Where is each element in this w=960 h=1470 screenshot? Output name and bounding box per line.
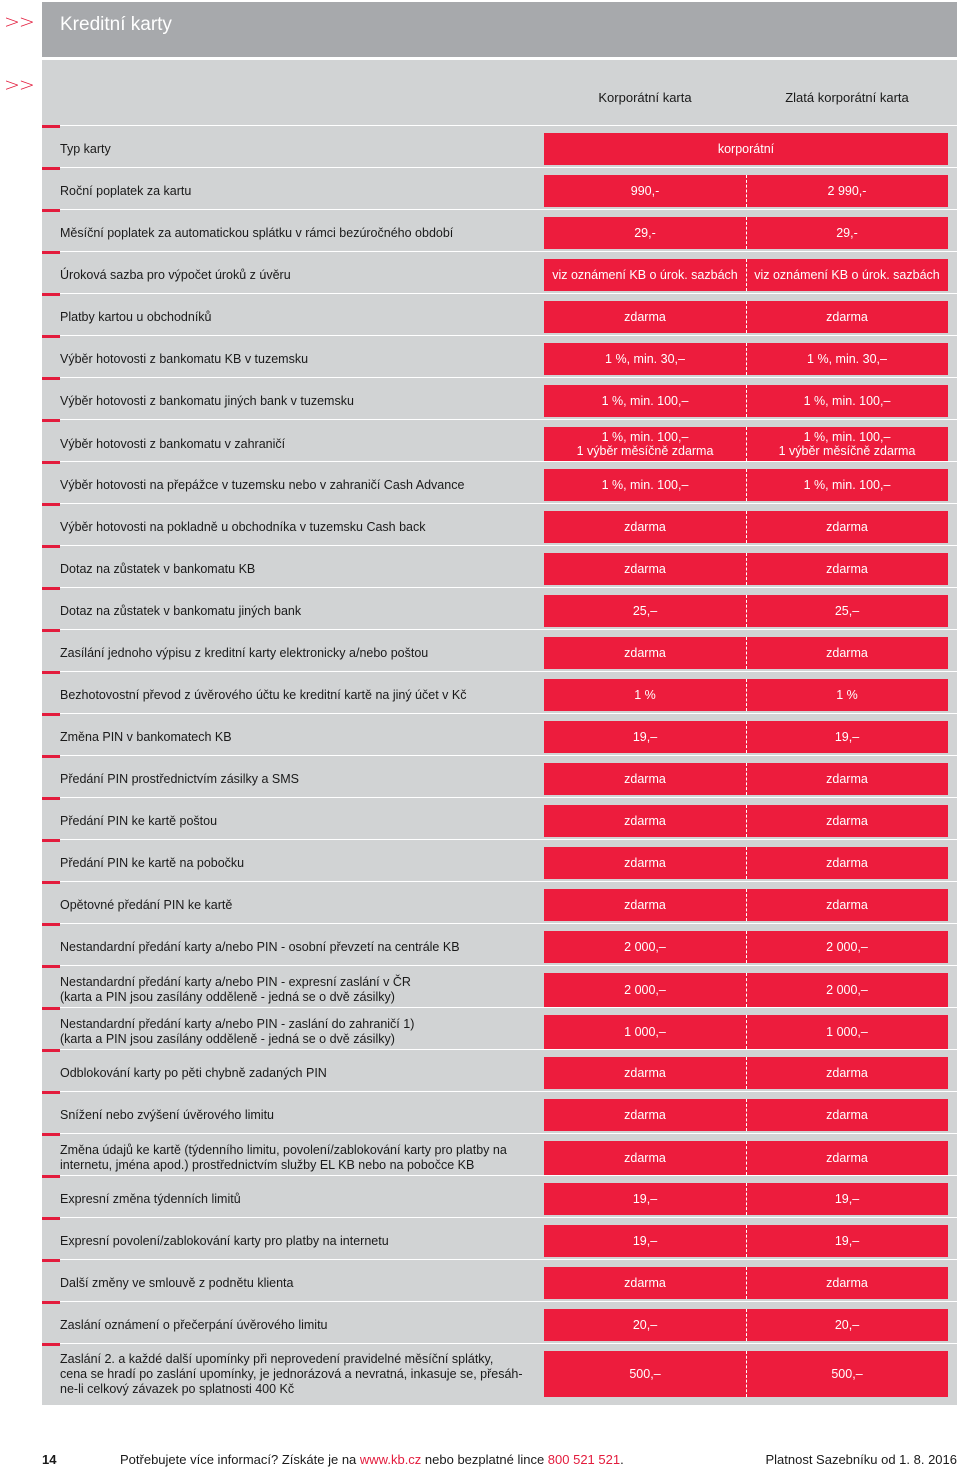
value-corporate	[544, 1225, 746, 1257]
text-line: 20,–	[834, 1318, 860, 1332]
row-divider	[60, 1175, 957, 1176]
text-line: (karta a PIN jsou zasílány odděleně - jedná se o dvě zásilky)	[60, 1032, 395, 1046]
row-accent	[42, 1217, 60, 1220]
text-line: Expresní změna týdenních limitů	[60, 1191, 241, 1206]
footer-text-end: .	[620, 1452, 624, 1467]
text-line: Dotaz na zůstatek v bankomatu jiných bank	[60, 603, 302, 618]
text-line: Typ karty	[60, 141, 111, 156]
row-divider	[60, 503, 957, 504]
table-row	[42, 1133, 957, 1175]
row-divider	[60, 293, 957, 294]
text-line: zdarma	[624, 1151, 666, 1165]
chevron-icon: >>	[4, 74, 34, 96]
row-accent	[42, 1049, 60, 1052]
row-divider	[60, 1091, 957, 1092]
value-corporate	[544, 343, 746, 375]
value-gold-corporate	[746, 1183, 948, 1215]
row-label	[60, 385, 540, 417]
value-corporate	[544, 1267, 746, 1299]
row-divider	[60, 713, 957, 714]
fee-table	[42, 60, 957, 1405]
text-line: korporátní	[717, 142, 775, 156]
page-number: 14	[42, 1452, 57, 1467]
value-gold-corporate	[746, 805, 948, 837]
text-line: 1 %	[836, 688, 858, 702]
text-line: 1 000,–	[826, 1025, 868, 1039]
table-row	[42, 965, 957, 1007]
text-line: Výběr hotovosti z bankomatu KB v tuzemsku	[60, 351, 309, 366]
value-gold-corporate	[746, 847, 948, 879]
row-divider	[60, 1133, 957, 1134]
row-label	[60, 1099, 540, 1131]
text-line: 19,–	[632, 730, 658, 744]
text-line: zdarma	[826, 814, 868, 828]
text-line: 1 %, min. 100,–	[601, 394, 689, 408]
table-row	[42, 671, 957, 711]
row-label	[60, 679, 540, 711]
row-divider	[60, 881, 957, 882]
text-line: 20,–	[632, 1318, 658, 1332]
value-gold-corporate	[746, 469, 948, 501]
row-accent	[42, 461, 60, 464]
row-accent	[42, 923, 60, 926]
row-accent	[42, 965, 60, 968]
value-corporate	[544, 553, 746, 585]
table-row	[42, 377, 957, 417]
value-corporate	[544, 1183, 746, 1215]
row-accent	[42, 293, 60, 296]
row-divider	[60, 839, 957, 840]
row-divider	[60, 209, 957, 210]
validity-date: Platnost Sazebníku od 1. 8. 2016	[765, 1452, 957, 1467]
table-row	[42, 1301, 957, 1341]
row-accent	[42, 587, 60, 590]
text-line: cena se hradí po zaslání upomínky, je jednorázová a nevratná, inkasuje se, přesáh-	[60, 1366, 523, 1381]
row-accent	[42, 209, 60, 212]
value-corporate	[544, 889, 746, 921]
row-accent	[42, 167, 60, 170]
table-row	[42, 125, 957, 165]
value-corporate	[544, 1309, 746, 1341]
table-row	[42, 1259, 957, 1299]
text-line: 500,–	[831, 1367, 863, 1381]
row-label	[60, 847, 540, 879]
value-corporate	[544, 847, 746, 879]
row-accent	[42, 1007, 60, 1010]
row-divider	[60, 461, 957, 462]
row-divider	[60, 335, 957, 336]
row-divider	[60, 125, 957, 126]
row-divider	[60, 1343, 957, 1344]
value-gold-corporate	[746, 1141, 948, 1175]
table-row	[42, 1007, 957, 1049]
page-title: Kreditní karty	[60, 14, 172, 35]
text-line: zdarma	[826, 898, 868, 912]
title-bar	[42, 2, 957, 57]
table-row	[42, 923, 957, 963]
text-line: 29,-	[836, 226, 858, 240]
row-divider	[60, 965, 957, 966]
text-line: Další změny ve smlouvě z podnětu klienta	[60, 1275, 294, 1290]
value-gold-corporate	[746, 1099, 948, 1131]
row-label	[60, 763, 540, 795]
row-label	[60, 637, 540, 669]
text-line: Změna údajů ke kartě (týdenního limitu, povolení/zablokování karty pro platby na	[60, 1143, 507, 1157]
text-line: ne-li celkový závazek po splatnosti 400 Kč	[60, 1381, 295, 1396]
text-line: 1 %, min. 30,–	[807, 352, 887, 366]
row-label	[60, 931, 540, 963]
text-line: zdarma	[826, 646, 868, 660]
row-accent	[42, 1343, 60, 1346]
row-divider	[60, 545, 957, 546]
text-line: zdarma	[624, 1276, 666, 1290]
row-label	[60, 973, 540, 1007]
text-line: 19,–	[834, 1234, 860, 1248]
value-gold-corporate	[746, 175, 948, 207]
value-gold-corporate	[746, 1225, 948, 1257]
text-line: 2 000,–	[624, 983, 666, 997]
text-line: zdarma	[826, 520, 868, 534]
table-row	[42, 629, 957, 669]
value-corporate	[544, 511, 746, 543]
text-line: 500,–	[629, 1367, 661, 1381]
table-row	[42, 1091, 957, 1131]
website-link[interactable]: www.kb.cz	[359, 1452, 422, 1467]
value-corporate	[544, 1351, 746, 1397]
text-line: zdarma	[826, 1276, 868, 1290]
text-line: zdarma	[624, 520, 666, 534]
row-label	[60, 1183, 540, 1215]
text-line: Výběr hotovosti z bankomatu jiných bank v tuzemsku	[60, 393, 354, 408]
text-line: 19,–	[834, 730, 860, 744]
row-divider	[60, 755, 957, 756]
row-divider	[60, 587, 957, 588]
row-divider	[60, 251, 957, 252]
text-line: Výběr hotovosti z bankomatu v zahraničí	[60, 436, 286, 451]
text-line: Expresní povolení/zablokování karty pro platby na internetu	[60, 1233, 389, 1248]
text-line: zdarma	[826, 1151, 868, 1165]
value-gold-corporate	[746, 1015, 948, 1049]
text-line: 25,–	[632, 604, 658, 618]
value-corporate	[544, 1141, 746, 1175]
row-accent	[42, 881, 60, 884]
table-row	[42, 881, 957, 921]
value-corporate	[544, 1015, 746, 1049]
row-label	[60, 721, 540, 753]
row-label	[60, 1267, 540, 1299]
text-line: Zaslání 2. a každé další upomínky při neprovedení pravidelné měsíční splátky,	[60, 1351, 494, 1366]
row-label	[60, 427, 540, 461]
table-row	[42, 1343, 957, 1397]
text-line: Nestandardní předání karty a/nebo PIN - osobní převzetí na centrále KB	[60, 939, 460, 954]
text-line: 1 výběr měsíčně zdarma	[576, 444, 714, 458]
table-row	[42, 209, 957, 249]
table-row	[42, 503, 957, 543]
value-corporate	[544, 973, 746, 1007]
value-corporate	[544, 175, 746, 207]
value-gold-corporate	[746, 637, 948, 669]
text-line: zdarma	[624, 856, 666, 870]
value-gold-corporate	[746, 679, 948, 711]
value-gold-corporate	[746, 301, 948, 333]
text-line: 1 %, min. 100,–	[601, 478, 689, 492]
row-divider	[60, 419, 957, 420]
text-line: Měsíční poplatek za automatickou splátku v rámci bezúročného období	[60, 225, 454, 240]
value-gold-corporate	[746, 427, 948, 461]
row-divider	[60, 1301, 957, 1302]
row-label	[60, 133, 540, 165]
text-line: 1 %, min. 100,–	[803, 394, 891, 408]
text-line: Roční poplatek za kartu	[60, 183, 192, 198]
text-line: viz oznámení KB o úrok. sazbách	[754, 268, 940, 282]
row-accent	[42, 1133, 60, 1136]
text-line: Odblokování karty po pěti chybně zadaných PIN	[60, 1065, 327, 1080]
value-gold-corporate	[746, 1267, 948, 1299]
table-row	[42, 713, 957, 753]
value-corporate	[544, 931, 746, 963]
row-accent	[42, 1301, 60, 1304]
footer-text-middle: nebo bezplatné lince	[421, 1452, 548, 1467]
text-line: Předání PIN ke kartě poštou	[60, 813, 218, 828]
text-line: Snížení nebo zvýšení úvěrového limitu	[60, 1107, 275, 1122]
row-accent	[42, 545, 60, 548]
text-line: 1 %, min. 100,–	[803, 478, 891, 492]
text-line: zdarma	[624, 898, 666, 912]
table-row	[42, 755, 957, 795]
row-divider	[60, 1217, 957, 1218]
value-gold-corporate	[746, 217, 948, 249]
value-span	[544, 133, 948, 165]
row-divider	[60, 923, 957, 924]
text-line: zdarma	[624, 646, 666, 660]
row-label	[60, 1141, 540, 1175]
row-label	[60, 343, 540, 375]
row-label	[60, 805, 540, 837]
column-header-corporate: Korporátní karta	[598, 90, 692, 105]
text-line: 25,–	[834, 604, 860, 618]
row-accent	[42, 629, 60, 632]
footer-text: Potřebujete více informací? Získáte je na	[120, 1452, 360, 1467]
text-line: Předání PIN prostřednictvím zásilky a SMS	[60, 771, 299, 786]
value-gold-corporate	[746, 1351, 948, 1397]
value-corporate	[544, 637, 746, 669]
row-label	[60, 553, 540, 585]
table-row	[42, 419, 957, 461]
text-line: Výběr hotovosti na přepážce v tuzemsku nebo v zahraničí Cash Advance	[60, 477, 465, 492]
value-gold-corporate	[746, 511, 948, 543]
row-divider	[60, 1007, 957, 1008]
phone-number: 800 521 521	[547, 1452, 621, 1467]
table-row	[42, 545, 957, 585]
table-row	[42, 1049, 957, 1089]
row-accent	[42, 251, 60, 254]
row-divider	[60, 1049, 957, 1050]
table-row	[42, 797, 957, 837]
row-divider	[60, 167, 957, 168]
text-line: internetu, jména apod.) prostřednictvím služby EL KB nebo na pobočce KB	[60, 1158, 475, 1172]
text-line: zdarma	[624, 814, 666, 828]
row-accent	[42, 797, 60, 800]
text-line: 19,–	[632, 1192, 658, 1206]
value-corporate	[544, 1057, 746, 1089]
text-line: 19,–	[632, 1234, 658, 1248]
value-corporate	[544, 259, 746, 291]
row-label	[60, 1057, 540, 1089]
text-line: Platby kartou u obchodníků	[60, 309, 212, 324]
text-line: 29,-	[634, 226, 656, 240]
row-accent	[42, 713, 60, 716]
value-corporate	[544, 679, 746, 711]
value-gold-corporate	[746, 1309, 948, 1341]
value-gold-corporate	[746, 763, 948, 795]
table-row	[42, 251, 957, 291]
value-gold-corporate	[746, 553, 948, 585]
row-label	[60, 889, 540, 921]
table-row	[42, 839, 957, 879]
text-line: zdarma	[624, 1066, 666, 1080]
text-line: 2 000,–	[624, 940, 666, 954]
text-line: (karta a PIN jsou zasílány odděleně - jedná se o dvě zásilky)	[60, 990, 395, 1004]
value-corporate	[544, 1099, 746, 1131]
text-line: Bezhotovostní převod z úvěrového účtu ke kreditní kartě na jiný účet v Kč	[60, 687, 467, 702]
text-line: 1 %, min. 30,–	[605, 352, 685, 366]
row-divider	[60, 797, 957, 798]
value-gold-corporate	[746, 385, 948, 417]
row-accent	[42, 1175, 60, 1178]
row-label	[60, 175, 540, 207]
row-label	[60, 511, 540, 543]
value-corporate	[544, 427, 746, 461]
row-accent	[42, 1259, 60, 1262]
table-row	[42, 1175, 957, 1215]
text-line: zdarma	[826, 1108, 868, 1122]
text-line: viz oznámení KB o úrok. sazbách	[552, 268, 738, 282]
row-accent	[42, 671, 60, 674]
text-line: 1 výběr měsíčně zdarma	[778, 444, 916, 458]
value-corporate	[544, 763, 746, 795]
text-line: 1 000,–	[624, 1025, 666, 1039]
row-accent	[42, 503, 60, 506]
row-label	[60, 1351, 540, 1397]
value-corporate	[544, 721, 746, 753]
value-gold-corporate	[746, 973, 948, 1007]
text-line: Dotaz na zůstatek v bankomatu KB	[60, 561, 256, 576]
chevron-icon: >>	[4, 11, 34, 33]
value-gold-corporate	[746, 343, 948, 375]
row-label	[60, 469, 540, 501]
row-accent	[42, 839, 60, 842]
text-line: zdarma	[826, 310, 868, 324]
text-line: zdarma	[624, 562, 666, 576]
text-line: 1 %, min. 100,–	[601, 430, 689, 444]
text-line: zdarma	[826, 856, 868, 870]
value-corporate	[544, 301, 746, 333]
value-gold-corporate	[746, 595, 948, 627]
text-line: zdarma	[624, 772, 666, 786]
value-gold-corporate	[746, 259, 948, 291]
table-row	[42, 587, 957, 627]
row-label	[60, 595, 540, 627]
text-line: Opětovné předání PIN ke kartě	[60, 897, 233, 912]
value-corporate	[544, 805, 746, 837]
text-line: 1 %	[634, 688, 656, 702]
text-line: Zasílání jednoho výpisu z kreditní karty elektronicky a/nebo poštou	[60, 645, 429, 660]
row-label	[60, 1015, 540, 1049]
row-accent	[42, 1091, 60, 1094]
row-accent	[42, 377, 60, 380]
text-line: Nestandardní předání karty a/nebo PIN - zaslání do zahraničí 1)	[60, 1017, 415, 1031]
value-corporate	[544, 469, 746, 501]
value-corporate	[544, 217, 746, 249]
table-row	[42, 293, 957, 333]
value-gold-corporate	[746, 889, 948, 921]
row-label	[60, 259, 540, 291]
value-corporate	[544, 595, 746, 627]
row-divider	[60, 377, 957, 378]
value-corporate	[544, 385, 746, 417]
column-header-gold-corporate: Zlatá korporátní karta	[785, 90, 909, 105]
row-label	[60, 301, 540, 333]
row-divider	[60, 671, 957, 672]
text-line: 19,–	[834, 1192, 860, 1206]
table-row	[42, 1217, 957, 1257]
table-row	[42, 461, 957, 501]
text-line: 2 990,-	[827, 184, 867, 198]
text-line: Zaslání oznámení o přečerpání úvěrového limitu	[60, 1317, 328, 1332]
row-label	[60, 217, 540, 249]
text-line: zdarma	[826, 772, 868, 786]
table-row	[42, 167, 957, 207]
row-accent	[42, 419, 60, 422]
row-label	[60, 1309, 540, 1341]
text-line: zdarma	[624, 310, 666, 324]
text-line: 2 000,–	[826, 940, 868, 954]
text-line: Úroková sazba pro výpočet úroků z úvěru	[60, 267, 291, 282]
text-line: 2 000,–	[826, 983, 868, 997]
row-accent	[42, 125, 60, 128]
text-line: 990,-	[630, 184, 660, 198]
text-line: zdarma	[826, 1066, 868, 1080]
row-accent	[42, 755, 60, 758]
text-line: Změna PIN v bankomatech KB	[60, 729, 232, 744]
text-line: zdarma	[624, 1108, 666, 1122]
text-line: Výběr hotovosti na pokladně u obchodníka v tuzemsku Cash back	[60, 519, 426, 534]
text-line: Předání PIN ke kartě na pobočku	[60, 855, 245, 870]
row-divider	[60, 629, 957, 630]
text-line: zdarma	[826, 562, 868, 576]
value-gold-corporate	[746, 931, 948, 963]
footer-contact	[120, 1452, 624, 1467]
row-accent	[42, 335, 60, 338]
text-line: 1 %, min. 100,–	[803, 430, 891, 444]
row-divider	[60, 1259, 957, 1260]
value-gold-corporate	[746, 721, 948, 753]
table-row	[42, 335, 957, 375]
text-line: Nestandardní předání karty a/nebo PIN - expresní zaslání v ČR	[60, 975, 411, 989]
value-gold-corporate	[746, 1057, 948, 1089]
row-label	[60, 1225, 540, 1257]
